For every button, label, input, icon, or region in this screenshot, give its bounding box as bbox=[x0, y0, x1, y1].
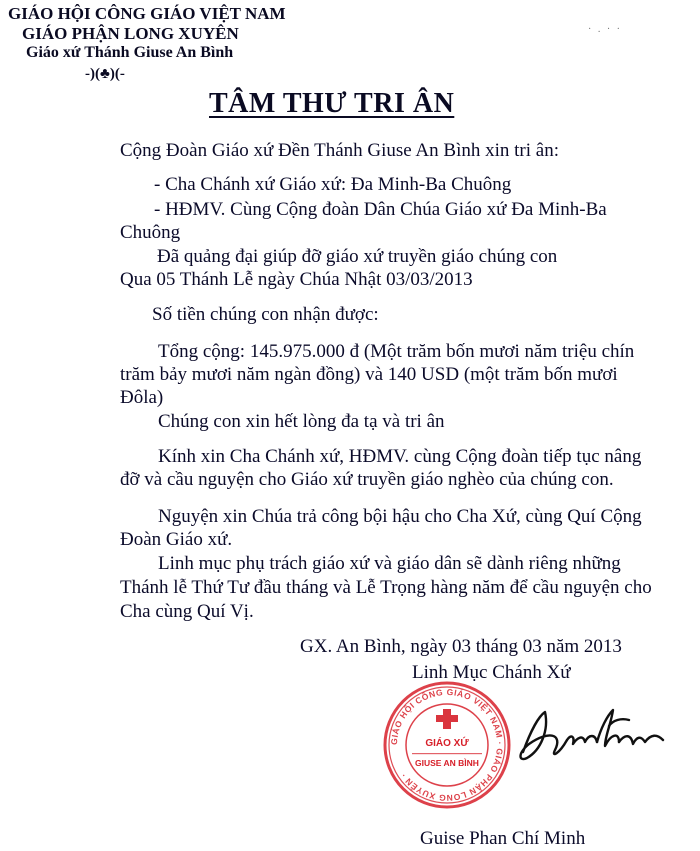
signer-name: Guise Phan Chí Minh bbox=[420, 828, 586, 849]
letter-title: TÂM THƯ TRI ÂN bbox=[209, 88, 455, 119]
handwritten-signature bbox=[505, 690, 685, 780]
seal-center-bottom: GIUSE AN BÌNH bbox=[415, 758, 479, 768]
church-name: GIÁO HỘI CÔNG GIÁO VIỆT NAM bbox=[8, 4, 286, 23]
total-line-a: Tổng cộng: 145.975.000 đ (Một trăm bốn mươi năm triệu chín bbox=[158, 341, 635, 362]
mass-line-a: Linh mục phụ trách giáo xứ và giáo dân sẽ dành riêng những bbox=[158, 553, 621, 574]
mass-line-b: Thánh lễ Thứ Tư đầu tháng và Lễ Trọng hàng năm để cầu nguyện cho bbox=[120, 577, 652, 598]
header-ornament: -)(♣)(- bbox=[85, 66, 125, 82]
help-line-b: Qua 05 Thánh Lễ ngày Chúa Nhật 03/03/2013 bbox=[120, 269, 473, 290]
thanks-item-2b: Chuông bbox=[120, 222, 181, 243]
intro-line: Cộng Đoàn Giáo xứ Đền Thánh Giuse An Bình xin tri ân: bbox=[120, 140, 559, 161]
seal-ring-text: GIÁO HỘI CÔNG GIÁO VIỆT NAM · GIÁO PHẬN LONG XUYÊN · bbox=[388, 686, 506, 804]
request-line-b: đỡ và cầu nguyện cho Giáo xứ truyền giáo nghèo của chúng con. bbox=[120, 469, 614, 490]
thanks-item-2a: - HĐMV. Cùng Cộng đoàn Dân Chúa Giáo xứ Đa Minh-Ba bbox=[154, 199, 607, 220]
signer-role: Linh Mục Chánh Xứ bbox=[412, 662, 571, 683]
diocese-name: GIÁO PHẬN LONG XUYÊN bbox=[22, 24, 239, 43]
thanks-item-1: - Cha Chánh xứ Giáo xứ: Đa Minh-Ba Chuông bbox=[154, 174, 512, 195]
prayer-line-a: Nguyện xin Chúa trả công bội hậu cho Cha Xứ, cùng Quí Cộng bbox=[158, 506, 642, 527]
received-line: Số tiền chúng con nhận được: bbox=[152, 304, 379, 325]
parish-name: Giáo xứ Thánh Giuse An Bình bbox=[26, 44, 234, 61]
prayer-line-b: Đoàn Giáo xứ. bbox=[120, 529, 233, 550]
seal-cross-icon bbox=[436, 709, 458, 729]
place-date: GX. An Bình, ngày 03 tháng 03 năm 2013 bbox=[300, 636, 622, 657]
help-line-a: Đã quảng đại giúp đỡ giáo xứ truyền giáo chúng con bbox=[157, 246, 558, 267]
request-line-a: Kính xin Cha Chánh xứ, HĐMV. cùng Cộng đoàn tiếp tục nâng bbox=[158, 446, 642, 467]
seal-center-top: GIÁO XỨ bbox=[425, 738, 469, 749]
mass-line-c: Cha cùng Quí Vị. bbox=[120, 601, 254, 622]
total-line-c: Đôla) bbox=[120, 387, 164, 408]
scan-specks: · . · · bbox=[588, 24, 622, 35]
gratitude-line: Chúng con xin hết lòng đa tạ và tri ân bbox=[158, 411, 445, 432]
parish-seal-stamp bbox=[382, 680, 512, 810]
total-line-b: trăm bảy mươi năm ngàn đồng) và 140 USD (một trăm bốn mươi bbox=[120, 364, 618, 385]
